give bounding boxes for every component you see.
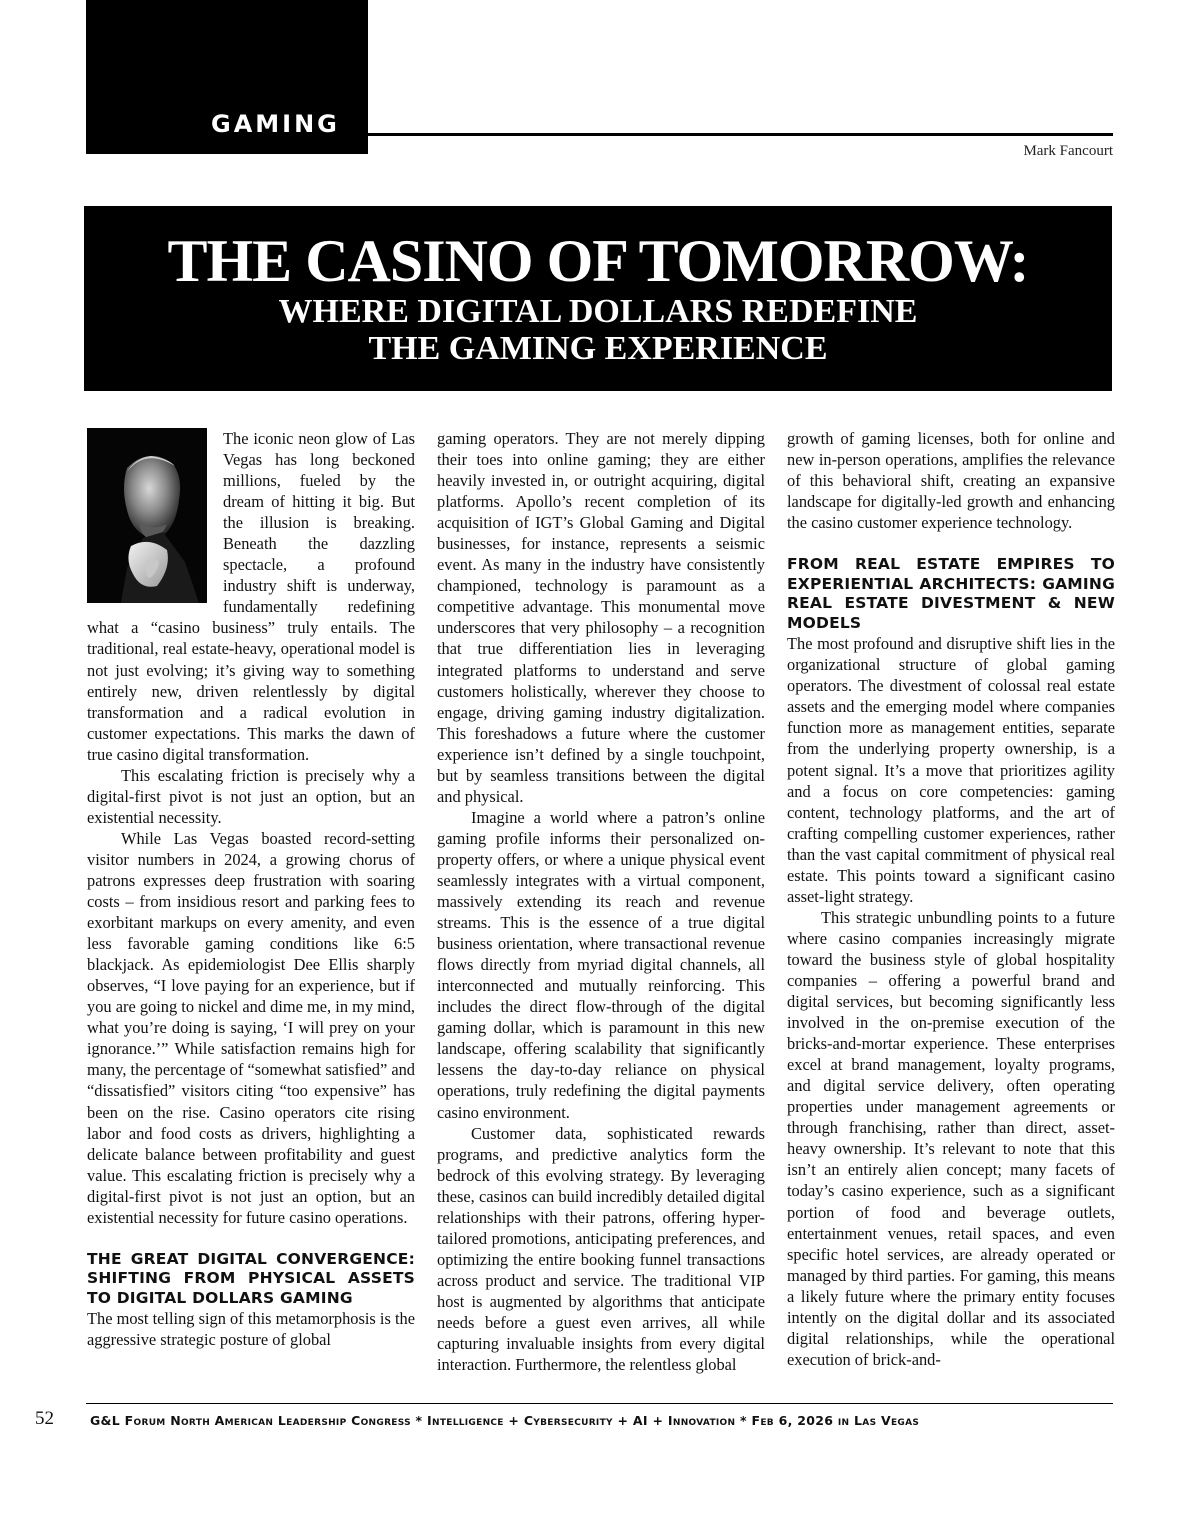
paragraph: Customer data, sophisticated rewards programs, and predictive analytics form the bedrock of this evolving strategy. By leveraging these, casinos can build incredibly detailed digital relationships with their patrons, offering hyper-tailored promotions, anticipating preferences, and optimizing the entire booking funnel transactions across product and service. The traditional VIP host is augmented by algorithms that anticipate needs before a guest even arrives, all while capturing invaluable insights from every digital interaction. Furthermore, the relentless global [437,1123,765,1375]
paragraph: growth of gaming licenses, both for online and new in-person operations, amplifies the relevance of this behavioral shift, creating an expansive landscape for digitally-led growth and enhancing the casino customer experience technology. [787,429,1115,533]
article-column-3 [787,428,1115,1370]
paragraph: This strategic unbundling points to a future where casino companies increasingly migrate toward the business style of global hospitality companies – offering a powerful brand and digital services, but becoming significantly less involved in the on-premise execution of the bricks-and-mortar experience. These enterprises excel at brand management, loyalty programs, and digital service delivery, often operating properties under management agreements or through franchising, rather than direct, asset-heavy ownership. It’s relevant to note that this isn’t an entirely alien concept; many facets of today’s casino experience, such as a significant portion of food and beverage outlets, entertainment venues, retail spaces, and even specific hotel services, are already operated or managed by third parties. For gaming, this means a likely future where the primary entity focuses intently on the digital dollar and its associated digital relationships, while the operational execution of brick-and- [787,907,1115,1369]
article-title: THE CASINO OF TOMORROW: [167,228,1029,294]
article-column-2 [437,428,765,1375]
page-number: 52 [35,1408,54,1429]
paragraph: While Las Vegas boasted record-setting visitor numbers in 2024, a growing chorus of patrons expresses deep frustration with soaring costs – from insidious resort and parking fees to exorbitant markups on every amenity, and even less favorable gaming conditions like 6:5 blackjack. As epidemiologist Dee Ellis sharply observes, “I love paying for an experience, but if you are going to nickel and dime me, in my mind, what you’re doing is saying, ‘I will prey on your ignorance.’” While satisfaction remains high for many, the percentage of “somewhat satisfied” and “dissatisfied” visitors citing “too expensive” has been on the rise. Casino operators cite rising labor and food costs as drivers, highlighting a delicate balance between profitability and guest value. This escalating friction is precisely why a digital-first pivot is not just an option, but an existential necessity for future casino operations. [87,828,415,1227]
paragraph: The iconic neon glow of Las Vegas has long beckoned millions, fueled by the dream of hitting it big. But the illusion is breaking. Beneath the dazzling spectacle, a profound industry shift is underway, fundamentally redefining what a “casino business” truly entails. The traditional, real estate-heavy, operational model is not just evolving; it’s giving way to something entirely new, driven relentlessly by digital transformation and a radical evolution in customer expectations. This marks the dawn of true casino digital transformation. [87,429,415,764]
paragraph: gaming operators. They are not merely dipping their toes into online gaming; they are either heavily invested in, or outright acquiring, digital platforms. Apollo’s recent completion of its acquisition of IGT’s Global Gaming and Digital businesses, for instance, represents a seismic event. As many in the industry have consistently championed, technology is paramount as a competitive advantage. This monumental move underscores that very philosophy – a recognition that true differentiation lies in leveraging integrated platforms to understand and serve customers holistically, wherever they choose to engage, driving gaming industry digitalization. This foreshadows a future where the customer experience isn’t defined by a single touchpoint, but by seamless transitions between the digital and physical. [437,429,765,806]
author-byline: Mark Fancourt [1023,143,1113,159]
paragraph: This escalating friction is precisely why a digital-first pivot is not just an option, but an existential necessity. [87,765,415,827]
section-heading: THE GREAT DIGITAL CONVERGENCE: SHIFTING FROM PHYSICAL ASSETS TO DIGITAL DOLLARS GAMING [87,1249,415,1307]
paragraph: The most profound and disruptive shift lies in the organizational structure of global gaming operators. The divestment of colossal real estate assets and the emerging model where companies function more as management entities, separate from the underlying property ownership, is a potent signal. It’s a move that prioritizes agility and a focus on core competencies: gaming content, technology platforms, and the art of crafting compelling customer experiences, rather than the vast capital commitment of physical real estate. This points toward a significant casino asset-light strategy. [787,634,1115,906]
author-portrait [87,428,207,603]
header-rule [368,133,1113,136]
section-label: GAMING [211,110,340,138]
footer-running-text: G&L Forum North American Leadership Congress * Intelligence + Cybersecurity + AI + Innovation * Feb 6, 2026 in Las Vegas [90,1413,920,1428]
article-subtitle: WHERE DIGITAL DOLLARS REDEFINE THE GAMING EXPERIENCE [278,293,918,367]
article-column-1 [87,428,415,1350]
section-heading: FROM REAL ESTATE EMPIRES TO EXPERIENTIAL ARCHITECTS: GAMING REAL ESTATE DIVESTMENT & NEW MODELS [787,555,1115,632]
paragraph: The most telling sign of this metamorphosis is the aggressive strategic posture of global [87,1309,415,1350]
paragraph: Imagine a world where a patron’s online gaming profile informs their personalized on-property offers, or where a unique physical event seamlessly integrates with a virtual component, massively extending its reach and revenue streams. This is the essence of a true digital business orientation, where transactional revenue flows directly from myriad digital channels, all interconnected and mutually reinforcing. This includes the direct flow-through of the digital gaming dollar, which is paramount in this new landscape, offering scalability that significantly lessens the day-to-day reliance on physical operations, truly redefining the digital payments casino environment. [437,807,765,1122]
title-banner [84,206,1112,391]
footer-rule [86,1403,1113,1404]
